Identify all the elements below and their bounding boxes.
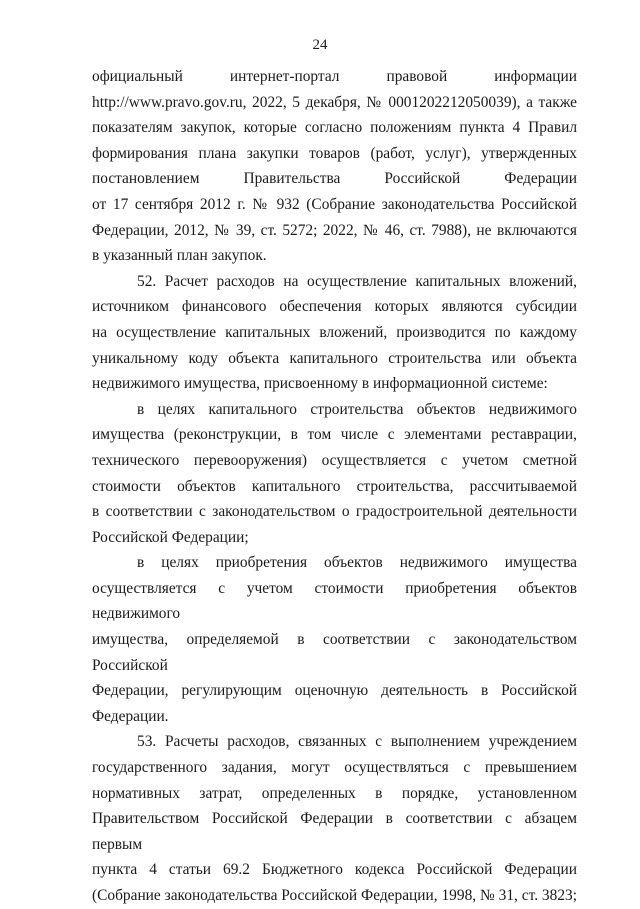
text-line: Федерации. — [92, 707, 169, 725]
text-line: государственного задания, могут осуществляться с превышением — [92, 759, 577, 777]
text-line: недвижимого имущества, присвоенному в информационной системе: — [92, 375, 548, 393]
text-line: имущества, определяемой в соответствии с законодательством Российской — [92, 631, 577, 674]
text-line: 52. Расчет расходов на осуществление капитальных вложений, — [137, 272, 577, 290]
text-line: формирования плана закупки товаров (работ, услуг), утвержденных — [92, 144, 577, 162]
text-line: Федерации, регулирующим оценочную деятельность в Российской — [92, 682, 577, 700]
text-line: в указанный план закупок. — [92, 247, 267, 265]
text-line: стоимости объектов капитального строительства, рассчитываемой — [92, 477, 577, 495]
text-line: на осуществление капитальных вложений, производится по каждому — [92, 323, 577, 341]
page-number: 24 — [312, 37, 328, 53]
text-line: Федерации, 2012, № 39, ст. 5272; 2022, № 46, ст. 7988), не включаются — [92, 221, 577, 239]
text-line: http://www.pravo.gov.ru, 2022, 5 декабря, № 0001202212050039), а также — [92, 93, 577, 111]
text-line: от 17 сентября 2012 г. № 932 (Собрание законодательства Российской — [92, 195, 577, 213]
text-line: источником финансового обеспечения которых являются субсидии — [92, 298, 577, 316]
text-line: осуществляется с учетом стоимости приобретения объектов недвижимого — [92, 579, 577, 623]
text-line: официальный интернет-портал правовой информации — [92, 68, 577, 85]
body-text — [92, 64, 577, 909]
text-line: (Собрание законодательства Российской Федерации, 1998, № 31, ст. 3823; — [92, 887, 577, 904]
text-line: в целях капитального строительства объектов недвижимого — [137, 400, 577, 418]
text-line: уникальному коду объекта капитального строительства или объекта — [92, 349, 577, 367]
text-line: Правительством Российской Федерации в соответствии с абзацем первым — [92, 810, 577, 853]
text-line: пункта 4 статьи 69.2 Бюджетного кодекса Российской Федерации — [92, 861, 577, 879]
text-line: имущества (реконструкции, в том числе с элементами реставрации, — [92, 426, 577, 444]
text-line: 53. Расчеты расходов, связанных с выполнением учреждением — [137, 733, 577, 751]
text-line: постановлением Правительства Российской Федерации — [92, 170, 577, 188]
text-line: технического перевооружения) осуществляется с учетом сметной — [92, 451, 577, 469]
text-line: нормативных затрат, определенных в порядке, установленном — [92, 784, 577, 802]
text-line: в соответствии с законодательством о градостроительной деятельности — [92, 503, 577, 521]
text-line: в целях приобретения объектов недвижимого имущества — [137, 554, 577, 572]
text-line: показателям закупок, которые согласно положениям пункта 4 Правил — [92, 119, 577, 137]
text-line: Российской Федерации; — [92, 528, 249, 546]
